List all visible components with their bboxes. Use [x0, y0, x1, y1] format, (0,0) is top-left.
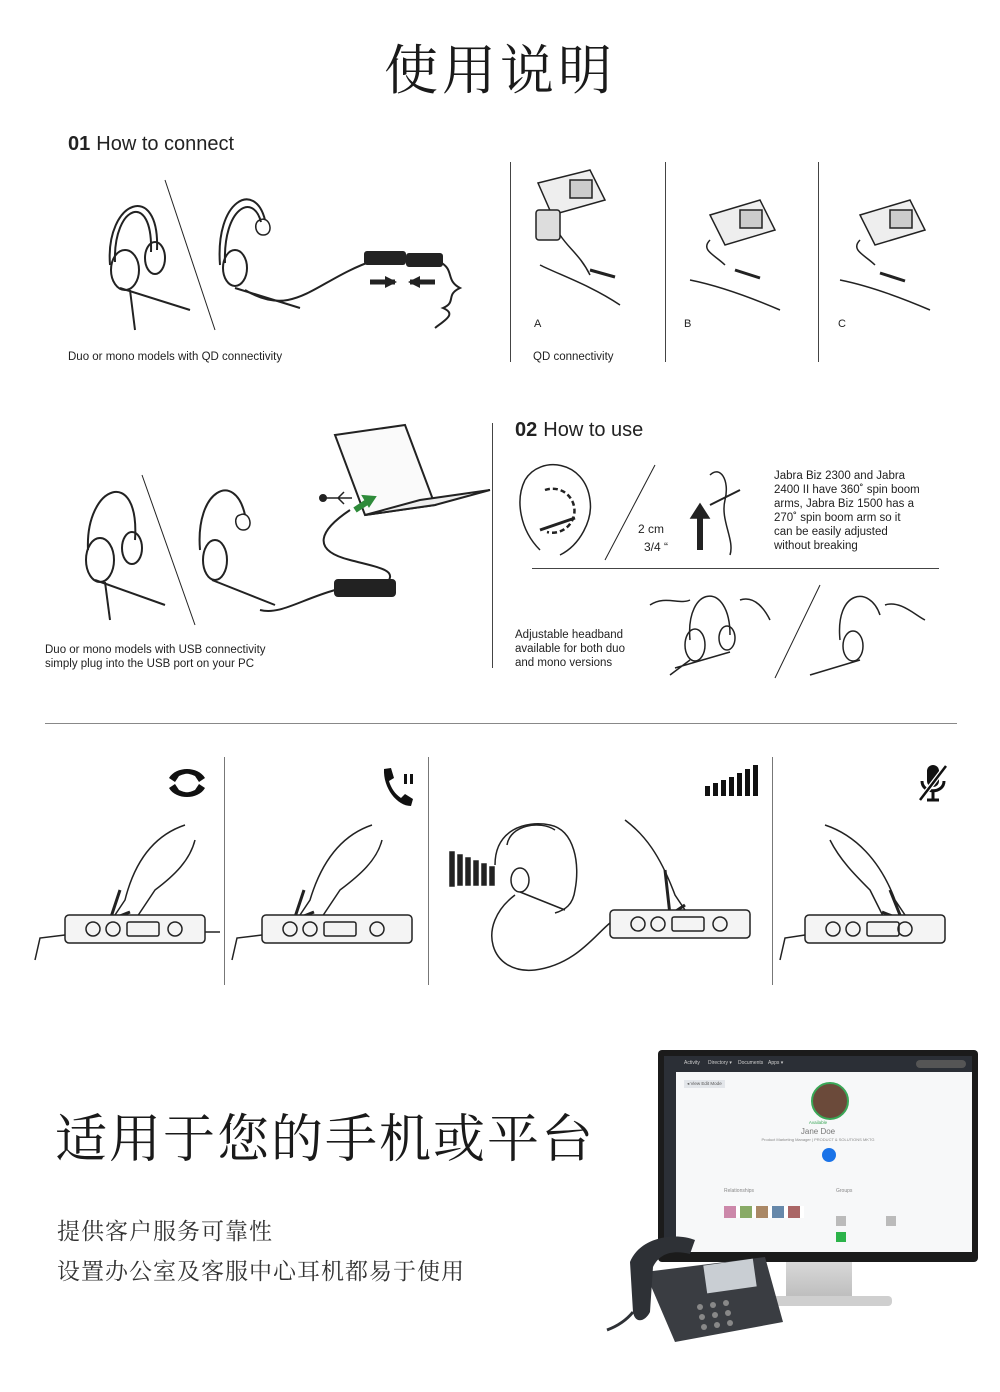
- platform-heading: 适用于您的手机或平台: [55, 1110, 596, 1170]
- headband-note: [515, 628, 625, 670]
- nav-item[interactable]: Documents: [738, 1060, 764, 1066]
- headband-note-line: Adjustable headband: [515, 629, 624, 641]
- hang-up-icon: [166, 766, 208, 800]
- desk-phone: [605, 1232, 785, 1342]
- controller-answer-panel: [232, 820, 422, 970]
- platform-line2: 设置办公室及客服中心耳机都易于使用: [57, 1259, 465, 1285]
- section-02-number: 02: [515, 419, 538, 441]
- monitor: [658, 1050, 978, 1262]
- headband-note-line: available for both duo: [515, 643, 625, 655]
- controller-hangup-panel: [35, 820, 220, 970]
- divider: [224, 757, 225, 985]
- nav-item[interactable]: Directory ▾: [708, 1060, 732, 1066]
- answer-call-icon: [380, 766, 416, 808]
- divider: [428, 757, 429, 985]
- profile-name: Jane Doe: [800, 1127, 836, 1136]
- status-badge: Available: [808, 1120, 828, 1125]
- volume-icon: [705, 764, 763, 796]
- app-navbar: [664, 1056, 972, 1072]
- usb-caption-line2: simply plug into the USB port on your PC: [45, 658, 255, 670]
- divider: [772, 757, 773, 985]
- avatar: [811, 1082, 849, 1120]
- page-title: 使用说明: [384, 39, 616, 102]
- boom-note-line: can be easily adjusted: [774, 526, 888, 538]
- view-edit-mode-button[interactable]: ◂ View Edit Mode: [684, 1080, 725, 1088]
- qd-step-c-illustration: [835, 195, 955, 325]
- divider: [510, 162, 511, 362]
- divider: [532, 568, 939, 569]
- search-input[interactable]: [916, 1060, 966, 1068]
- usb-headsets-illustration: [80, 420, 490, 630]
- boom-note-line: arms, Jabra Biz 1500 has a: [774, 498, 914, 510]
- group-icon: [836, 1232, 846, 1242]
- step-label-c: C: [838, 318, 846, 330]
- group-icon: [886, 1216, 896, 1226]
- section-separator: [45, 723, 957, 724]
- section-02-heading: [515, 419, 643, 442]
- boom-rotation-illustration: [515, 460, 765, 560]
- distance-in: 3/4 “: [644, 540, 669, 554]
- section-02-title: How to use: [543, 419, 644, 441]
- boom-note-line: Jabra Biz 2300 and Jabra: [774, 470, 906, 482]
- headband-note-line: and mono versions: [515, 657, 613, 669]
- monitor-stand: [786, 1262, 852, 1298]
- headband-adjust-illustration: [645, 580, 935, 680]
- step-label-a: A: [534, 318, 542, 330]
- email-button[interactable]: [822, 1148, 836, 1162]
- nav-item[interactable]: Apps ▾: [768, 1060, 784, 1066]
- groups-label: Groups: [836, 1188, 853, 1194]
- section-01-number: 01: [68, 133, 91, 155]
- divider: [818, 162, 819, 362]
- boom-note-line: without breaking: [774, 540, 858, 552]
- qd-models-caption: Duo or mono models with QD connectivity: [68, 351, 283, 363]
- divider: [492, 423, 493, 668]
- relationships-label: Relationships: [724, 1188, 755, 1194]
- boom-note: [774, 469, 920, 553]
- divider: [665, 162, 666, 362]
- qd-connectivity-caption: QD connectivity: [533, 351, 614, 363]
- qd-step-b-illustration: [685, 195, 805, 325]
- section-01-title: How to connect: [96, 133, 235, 155]
- step-label-b: B: [684, 318, 692, 330]
- controller-mute-panel: [780, 820, 960, 970]
- group-icon: [836, 1216, 846, 1226]
- distance-cm: 2 cm: [638, 522, 665, 536]
- nav-item[interactable]: Activity: [684, 1060, 700, 1066]
- boom-note-line: 270˚ spin boom arm so it: [774, 512, 901, 524]
- qd-headsets-illustration: [95, 180, 495, 340]
- app-sidebar: [664, 1072, 676, 1252]
- mute-icon: [918, 764, 948, 802]
- section-01-heading: [68, 133, 234, 156]
- controller-volume-panel: [445, 815, 760, 975]
- relationship-avatars: [724, 1206, 804, 1218]
- platform-line1: 提供客户服务可靠性: [57, 1219, 273, 1245]
- usb-caption-line1: Duo or mono models with USB connectivity: [45, 644, 266, 656]
- qd-step-a-illustration: [530, 165, 650, 325]
- boom-note-line: 2400 II have 360˚ spin boom: [774, 484, 920, 496]
- monitor-screen: [664, 1056, 972, 1252]
- profile-role: Product Marketing Manager | PRODUCT & SOLUTIONS MKTG: [761, 1137, 875, 1142]
